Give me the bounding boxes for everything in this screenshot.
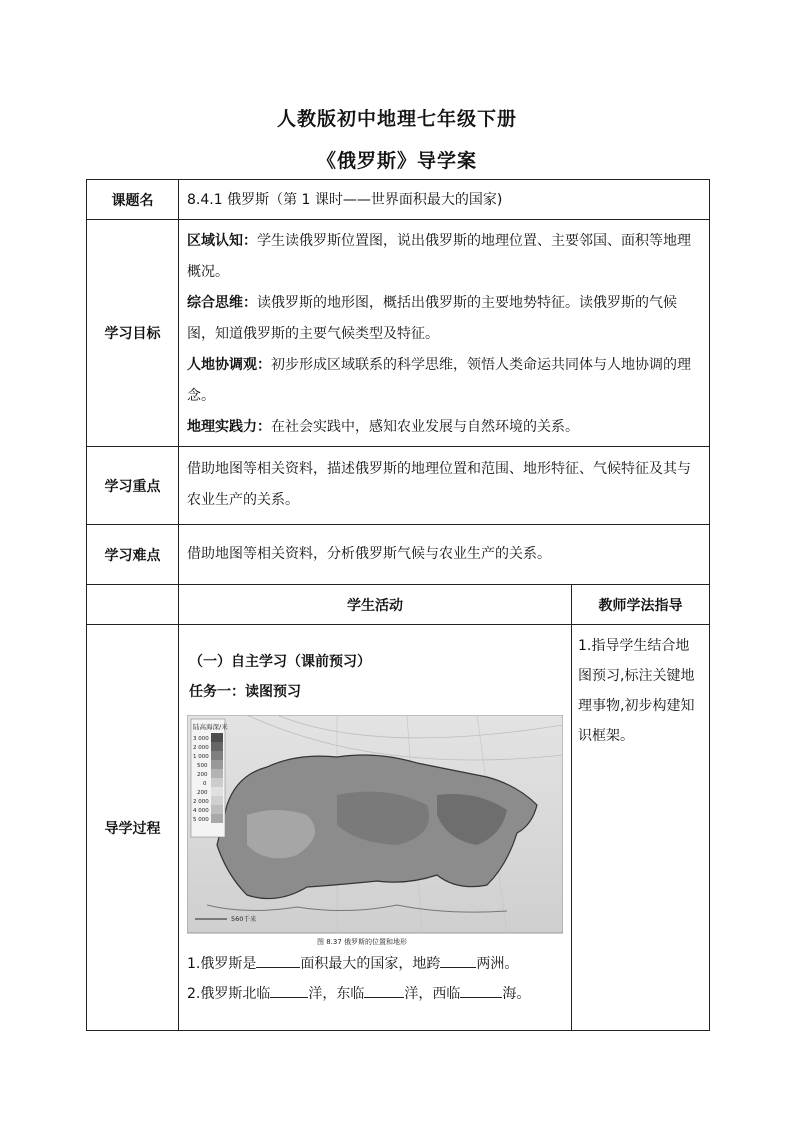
question-text: 两洲。 (476, 956, 519, 972)
key-label: 学习重点 (87, 447, 179, 525)
topic-label: 课题名 (87, 180, 179, 220)
process-label: 导学过程 (87, 625, 179, 1031)
document-title: 人教版初中地理七年级下册 (276, 108, 517, 130)
goal-text: 读俄罗斯的地形图，概括出俄罗斯的主要地势特征。读俄罗斯的气候图，知道俄罗斯的主要气候类型及特征。 (187, 295, 677, 342)
difficulty-row (87, 525, 710, 585)
legend-value: 3 000 (193, 736, 209, 742)
russia-map-figure (187, 715, 563, 947)
legend-value: 2 000 (193, 745, 209, 751)
legend-title: 陆高海深/米 (193, 723, 228, 731)
goal-heading: 地理实践力： (187, 419, 271, 435)
question-text: 洋，东临 (308, 986, 365, 1002)
legend-value: 2 000 (193, 799, 209, 805)
legend-swatches (211, 733, 223, 823)
teacher-guide-header: 教师学法指导 (572, 585, 710, 625)
empty-header-cell (87, 585, 179, 625)
scale-label: 560千米 (231, 915, 257, 923)
question-text: 洋，西临 (404, 986, 461, 1002)
goal-text: 初步形成区域联系的科学思维，领悟人类命运共同体与人地协调的理念。 (187, 357, 691, 404)
goal-item (187, 412, 701, 443)
goal-item (187, 350, 701, 412)
map-caption: 图 8.37 俄罗斯的位置和地形 (317, 938, 408, 946)
section-heading: （一）自主学习（课前预习） (189, 654, 371, 670)
goal-heading: 人地协调观： (187, 357, 271, 373)
goal-text: 在社会实践中，感知农业发展与自然环境的关系。 (271, 419, 579, 435)
key-row (87, 447, 710, 525)
document-subtitle: 《俄罗斯》导学案 (316, 150, 477, 172)
student-activity-header: 学生活动 (179, 585, 572, 625)
goal-item (187, 226, 701, 288)
goals-label: 学习目标 (87, 220, 179, 447)
topic-value: 8.4.1 俄罗斯（第 1 课时——世界面积最大的国家) (179, 180, 710, 220)
legend-value: 0 (203, 781, 207, 787)
answer-blank[interactable] (256, 949, 300, 968)
goal-text: 学生读俄罗斯位置图，说出俄罗斯的地理位置、主要邻国、面积等地理概况。 (187, 233, 691, 280)
legend-value: 200 (197, 772, 208, 778)
difficulty-value: 借助地图等相关资料，分析俄罗斯气候与农业生产的关系。 (179, 525, 710, 585)
question-text: 1.俄罗斯是 (187, 956, 257, 972)
legend-value: 200 (197, 790, 208, 796)
question-1 (187, 949, 563, 979)
goals-content (179, 220, 710, 447)
student-activity-cell (179, 625, 572, 1031)
question-text: 面积最大的国家，地跨 (300, 956, 441, 972)
legend-value: 500 (197, 763, 208, 769)
answer-blank[interactable] (440, 949, 476, 968)
process-row (87, 625, 710, 1031)
goal-heading: 综合思维： (187, 295, 257, 311)
goals-row (87, 220, 710, 447)
goal-item (187, 288, 701, 350)
question-2 (187, 979, 563, 1009)
answer-blank[interactable] (364, 979, 404, 998)
difficulty-label: 学习难点 (87, 525, 179, 585)
task-heading: 任务一：读图预习 (189, 684, 301, 700)
question-text: 2.俄罗斯北临 (187, 986, 271, 1002)
question-text: 海。 (502, 986, 531, 1002)
goal-heading: 区域认知： (187, 233, 257, 249)
key-value: 借助地图等相关资料，描述俄罗斯的地理位置和范围、地形特征、气候特征及其与农业生产的关系。 (179, 447, 710, 525)
lesson-plan-table (86, 179, 710, 1031)
russia-map-image (187, 715, 563, 947)
topic-row (87, 180, 710, 220)
column-header-row (87, 585, 710, 625)
teacher-guide-cell: 1.指导学生结合地图预习,标注关键地理事物,初步构建知识框架。 (572, 625, 710, 1031)
legend-value: 1 000 (193, 754, 209, 760)
legend-value: 4 000 (193, 808, 209, 814)
answer-blank[interactable] (460, 979, 502, 998)
legend-value: 5 000 (193, 817, 209, 823)
answer-blank[interactable] (270, 979, 308, 998)
